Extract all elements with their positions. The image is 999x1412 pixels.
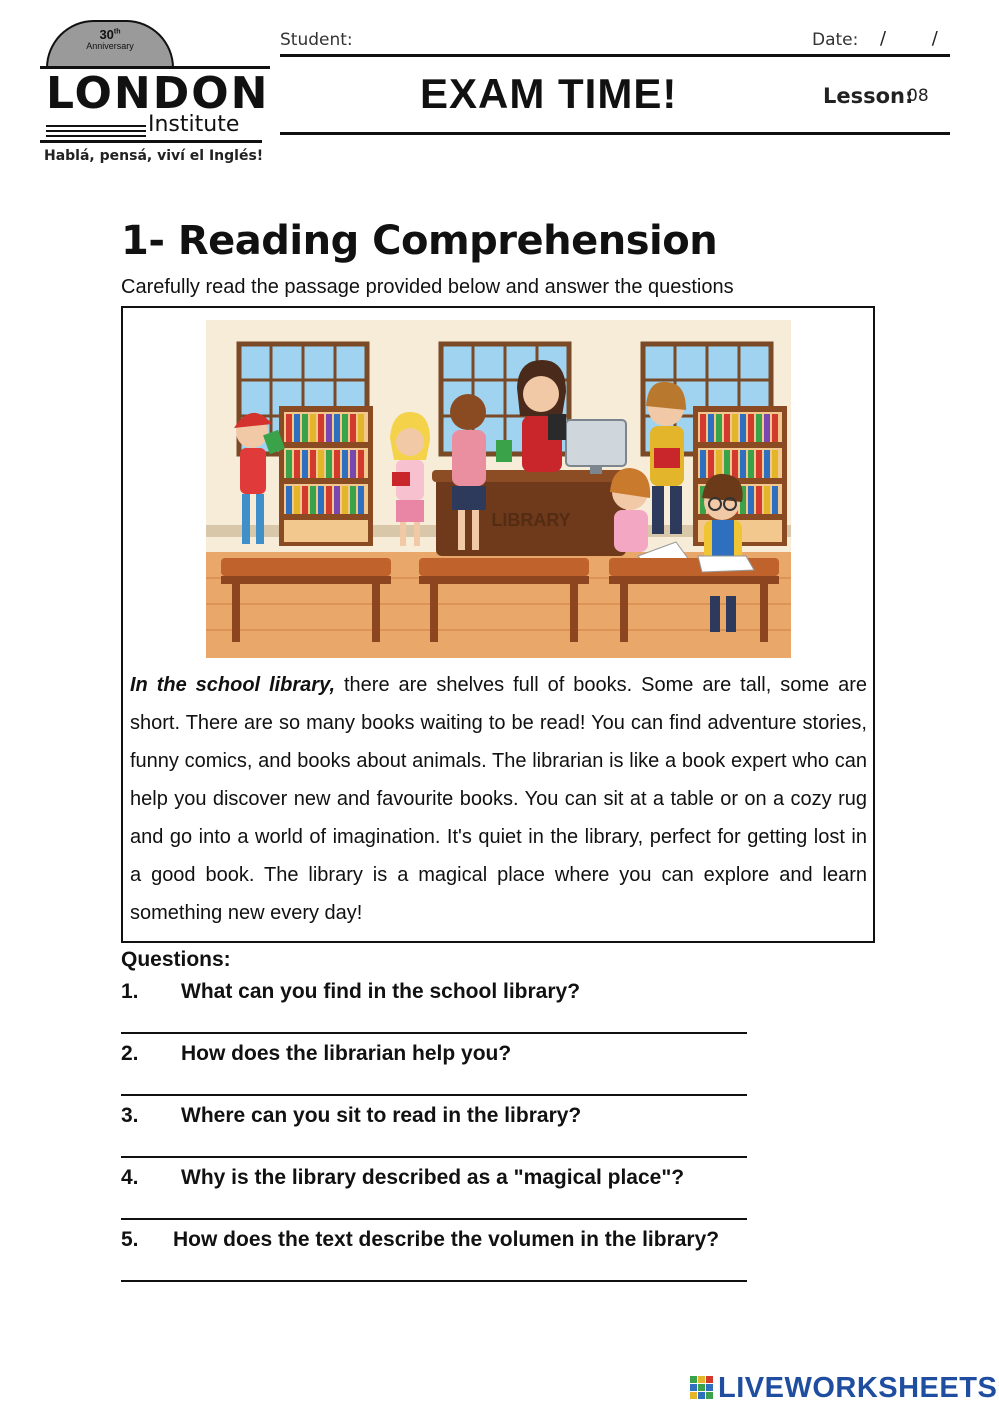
header-rule-top (280, 54, 950, 57)
section-title: 1- Reading Comprehension (121, 218, 718, 264)
anniversary-number: 30 (99, 27, 114, 42)
questions-heading: Questions: (121, 948, 231, 971)
logo-name: LONDON (46, 68, 270, 119)
date-slashes: / / (880, 28, 958, 49)
anniversary-word: Anniversary (86, 41, 134, 51)
header-rule-bottom (280, 132, 950, 135)
answer-line[interactable] (121, 1032, 747, 1034)
passage-body: there are shelves full of books. Some are tall, some are short. There are so many books waiting to be read! You can find adventure stories, funny comics, and books about animals. The librarian is like a book expert who can help you discover new and favourite books. You can sit at a table or on a cozy rug and go into a world of imagination. It's quiet in the library, perfect for getting lost in a good book. The library is a magical place where you can explore and learn something new every day! (130, 674, 868, 924)
question-number: 2. (121, 1042, 139, 1065)
exam-title: EXAM TIME! (420, 70, 678, 117)
question-text: Where can you sit to read in the library? (181, 1104, 582, 1127)
liveworksheets-icon (690, 1376, 716, 1400)
logo-divider (40, 140, 262, 143)
answer-line[interactable] (121, 1218, 747, 1220)
library-sign: LIBRARY (491, 510, 571, 530)
anniversary-badge (46, 20, 174, 68)
question-number: 3. (121, 1104, 139, 1127)
lesson-number: 08 (907, 86, 929, 106)
answer-line[interactable] (121, 1156, 747, 1158)
question-text: What can you find in the school library? (181, 980, 581, 1003)
library-illustration (206, 320, 791, 658)
student-label: Student: (280, 30, 353, 50)
question-text: Why is the library described as a "magical place"? (181, 1166, 685, 1189)
question-text: How does the librarian help you? (181, 1042, 512, 1065)
question-number: 4. (121, 1166, 139, 1189)
answer-line[interactable] (121, 1280, 747, 1282)
lesson-label: Lesson: (823, 84, 914, 108)
liveworksheets-text: LIVEWORKSHEETS (718, 1372, 998, 1404)
question-text: How does the text describe the volumen in the library? (173, 1228, 720, 1251)
passage-lead: In the school library, (130, 674, 336, 696)
logo-lines (46, 125, 146, 140)
question-number: 5. (121, 1228, 139, 1251)
section-instructions: Carefully read the passage provided below and answer the questions (121, 276, 734, 298)
anniversary-suffix: th (113, 28, 121, 36)
logo-slogan: Hablá, pensá, viví el Inglés! (44, 148, 264, 164)
answer-line[interactable] (121, 1094, 747, 1096)
reading-passage (130, 666, 867, 932)
date-label: Date: (812, 30, 859, 50)
london-institute-logo (40, 14, 270, 174)
question-number: 1. (121, 980, 139, 1003)
logo-subname: Institute (148, 112, 240, 137)
